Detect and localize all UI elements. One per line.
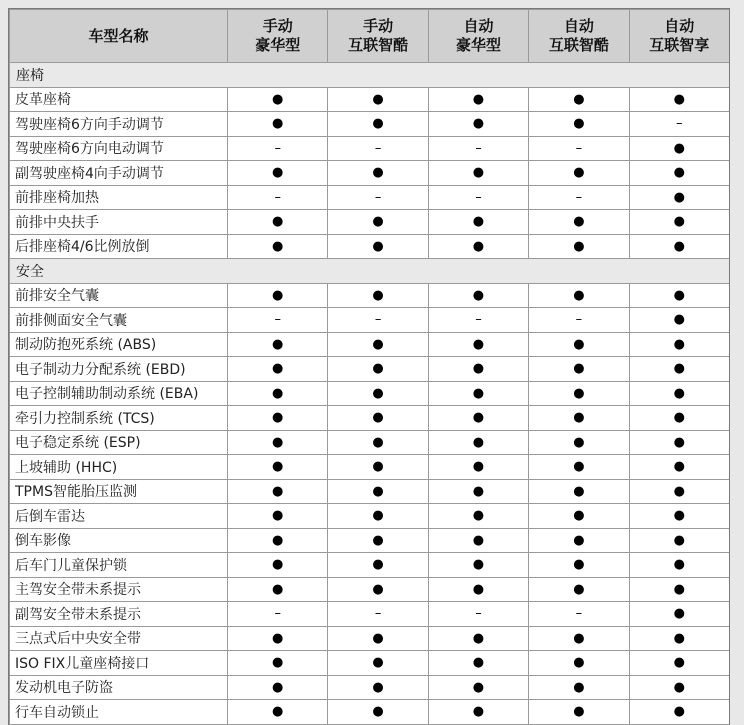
not-available-dash-icon: – — [328, 185, 428, 210]
table-row — [10, 479, 730, 504]
trim-header-auto-luxury: 自动 豪华型 — [428, 10, 528, 63]
standard-dot-icon: ● — [428, 479, 528, 504]
standard-dot-icon: ● — [629, 553, 729, 578]
standard-dot-icon: ● — [228, 430, 328, 455]
standard-dot-icon: ● — [529, 626, 629, 651]
feature-name: 电子制动力分配系统 (EBD) — [10, 357, 228, 382]
standard-dot-icon: ● — [428, 332, 528, 357]
table-row — [10, 602, 730, 627]
table-row — [10, 87, 730, 112]
standard-dot-icon: ● — [629, 675, 729, 700]
standard-dot-icon: ● — [629, 455, 729, 480]
standard-dot-icon: ● — [529, 332, 629, 357]
standard-dot-icon: ● — [529, 455, 629, 480]
standard-dot-icon: ● — [328, 430, 428, 455]
standard-dot-icon: ● — [428, 651, 528, 676]
feature-name: 前排座椅加热 — [10, 185, 228, 210]
standard-dot-icon: ● — [228, 283, 328, 308]
standard-dot-icon: ● — [328, 234, 428, 259]
table-row — [10, 504, 730, 529]
standard-dot-icon: ● — [328, 528, 428, 553]
standard-dot-icon: ● — [228, 700, 328, 725]
standard-dot-icon: ● — [428, 430, 528, 455]
standard-dot-icon: ● — [529, 577, 629, 602]
trim-header-manual-connected-cool: 手动 互联智酷 — [328, 10, 428, 63]
not-available-dash-icon: – — [228, 136, 328, 161]
standard-dot-icon: ● — [428, 406, 528, 431]
feature-name: 上坡辅助 (HHC) — [10, 455, 228, 480]
standard-dot-icon: ● — [428, 675, 528, 700]
standard-dot-icon: ● — [428, 455, 528, 480]
standard-dot-icon: ● — [328, 651, 428, 676]
standard-dot-icon: ● — [228, 234, 328, 259]
feature-name: 驾驶座椅6方向电动调节 — [10, 136, 228, 161]
standard-dot-icon: ● — [428, 210, 528, 235]
standard-dot-icon: ● — [328, 577, 428, 602]
table-row — [10, 357, 730, 382]
table-row — [10, 675, 730, 700]
table-row — [10, 161, 730, 186]
standard-dot-icon: ● — [328, 381, 428, 406]
not-available-dash-icon: – — [328, 602, 428, 627]
standard-dot-icon: ● — [529, 479, 629, 504]
not-available-dash-icon: – — [228, 308, 328, 333]
not-available-dash-icon: – — [529, 308, 629, 333]
table-row — [10, 136, 730, 161]
standard-dot-icon: ● — [228, 455, 328, 480]
feature-name: 电子控制辅助制动系统 (EBA) — [10, 381, 228, 406]
standard-dot-icon: ● — [428, 283, 528, 308]
standard-dot-icon: ● — [328, 504, 428, 529]
table-row — [10, 528, 730, 553]
standard-dot-icon: ● — [529, 406, 629, 431]
feature-name: 副驾驶座椅4向手动调节 — [10, 161, 228, 186]
standard-dot-icon: ● — [228, 577, 328, 602]
feature-name: 皮革座椅 — [10, 87, 228, 112]
not-available-dash-icon: – — [428, 136, 528, 161]
table-row — [10, 308, 730, 333]
standard-dot-icon: ● — [328, 455, 428, 480]
standard-dot-icon: ● — [529, 381, 629, 406]
standard-dot-icon: ● — [629, 185, 729, 210]
standard-dot-icon: ● — [428, 112, 528, 137]
table-row — [10, 577, 730, 602]
spec-sheet — [8, 8, 730, 725]
standard-dot-icon: ● — [529, 87, 629, 112]
standard-dot-icon: ● — [328, 283, 428, 308]
standard-dot-icon: ● — [529, 651, 629, 676]
standard-dot-icon: ● — [629, 332, 729, 357]
standard-dot-icon: ● — [328, 406, 428, 431]
feature-name: 发动机电子防盗 — [10, 675, 228, 700]
feature-name: 后车门儿童保护锁 — [10, 553, 228, 578]
standard-dot-icon: ● — [228, 626, 328, 651]
feature-name: 电子稳定系统 (ESP) — [10, 430, 228, 455]
feature-name: 牵引力控制系统 (TCS) — [10, 406, 228, 431]
standard-dot-icon: ● — [629, 210, 729, 235]
standard-dot-icon: ● — [629, 308, 729, 333]
feature-name: 驾驶座椅6方向手动调节 — [10, 112, 228, 137]
not-available-dash-icon: – — [428, 602, 528, 627]
not-available-dash-icon: – — [428, 308, 528, 333]
standard-dot-icon: ● — [629, 430, 729, 455]
standard-dot-icon: ● — [428, 357, 528, 382]
standard-dot-icon: ● — [428, 626, 528, 651]
standard-dot-icon: ● — [529, 234, 629, 259]
table-row — [10, 210, 730, 235]
feature-name: 主驾安全带未系提示 — [10, 577, 228, 602]
trim-header-auto-connected-enjoy: 自动 互联智享 — [629, 10, 729, 63]
feature-name: ISO FIX儿童座椅接口 — [10, 651, 228, 676]
feature-name: 后排座椅4/6比例放倒 — [10, 234, 228, 259]
standard-dot-icon: ● — [629, 406, 729, 431]
standard-dot-icon: ● — [228, 528, 328, 553]
standard-dot-icon: ● — [629, 651, 729, 676]
table-row — [10, 112, 730, 137]
feature-name: TPMS智能胎压监测 — [10, 479, 228, 504]
not-available-dash-icon: – — [529, 602, 629, 627]
trim-header-manual-luxury: 手动 豪华型 — [228, 10, 328, 63]
section-title: 安全 — [10, 259, 730, 284]
standard-dot-icon: ● — [629, 700, 729, 725]
standard-dot-icon: ● — [629, 504, 729, 529]
standard-dot-icon: ● — [328, 479, 428, 504]
table-row — [10, 332, 730, 357]
standard-dot-icon: ● — [629, 87, 729, 112]
table-row — [10, 234, 730, 259]
table-row — [10, 626, 730, 651]
standard-dot-icon: ● — [328, 626, 428, 651]
standard-dot-icon: ● — [428, 528, 528, 553]
standard-dot-icon: ● — [428, 87, 528, 112]
not-available-dash-icon: – — [228, 602, 328, 627]
standard-dot-icon: ● — [228, 161, 328, 186]
standard-dot-icon: ● — [629, 602, 729, 627]
table-row — [10, 700, 730, 725]
standard-dot-icon: ● — [228, 553, 328, 578]
standard-dot-icon: ● — [228, 87, 328, 112]
standard-dot-icon: ● — [228, 406, 328, 431]
standard-dot-icon: ● — [328, 87, 428, 112]
table-row — [10, 553, 730, 578]
standard-dot-icon: ● — [328, 700, 428, 725]
standard-dot-icon: ● — [529, 430, 629, 455]
standard-dot-icon: ● — [428, 381, 528, 406]
standard-dot-icon: ● — [328, 553, 428, 578]
table-row — [10, 430, 730, 455]
standard-dot-icon: ● — [629, 161, 729, 186]
feature-name: 倒车影像 — [10, 528, 228, 553]
standard-dot-icon: ● — [629, 479, 729, 504]
not-available-dash-icon: – — [328, 308, 428, 333]
standard-dot-icon: ● — [629, 357, 729, 382]
standard-dot-icon: ● — [428, 553, 528, 578]
section-title: 座椅 — [10, 63, 730, 88]
table-row — [10, 406, 730, 431]
standard-dot-icon: ● — [328, 675, 428, 700]
standard-dot-icon: ● — [228, 357, 328, 382]
not-available-dash-icon: – — [228, 185, 328, 210]
standard-dot-icon: ● — [328, 357, 428, 382]
standard-dot-icon: ● — [228, 210, 328, 235]
standard-dot-icon: ● — [529, 504, 629, 529]
not-available-dash-icon: – — [629, 112, 729, 137]
feature-name: 三点式后中央安全带 — [10, 626, 228, 651]
trim-header-auto-connected-cool: 自动 互联智酷 — [529, 10, 629, 63]
table-row — [10, 283, 730, 308]
standard-dot-icon: ● — [629, 626, 729, 651]
standard-dot-icon: ● — [529, 161, 629, 186]
not-available-dash-icon: – — [328, 136, 428, 161]
standard-dot-icon: ● — [529, 357, 629, 382]
table-row — [10, 381, 730, 406]
standard-dot-icon: ● — [328, 161, 428, 186]
standard-dot-icon: ● — [629, 136, 729, 161]
feature-name: 制动防抱死系统 (ABS) — [10, 332, 228, 357]
table-row — [10, 185, 730, 210]
standard-dot-icon: ● — [228, 651, 328, 676]
standard-dot-icon: ● — [428, 161, 528, 186]
standard-dot-icon: ● — [529, 112, 629, 137]
feature-name: 前排中央扶手 — [10, 210, 228, 235]
standard-dot-icon: ● — [629, 577, 729, 602]
standard-dot-icon: ● — [529, 553, 629, 578]
standard-dot-icon: ● — [228, 479, 328, 504]
feature-name: 后倒车雷达 — [10, 504, 228, 529]
feature-name: 前排侧面安全气囊 — [10, 308, 228, 333]
standard-dot-icon: ● — [428, 504, 528, 529]
feature-name: 行车自动锁止 — [10, 700, 228, 725]
standard-dot-icon: ● — [629, 528, 729, 553]
standard-dot-icon: ● — [428, 577, 528, 602]
not-available-dash-icon: – — [428, 185, 528, 210]
standard-dot-icon: ● — [328, 332, 428, 357]
feature-name: 副驾安全带未系提示 — [10, 602, 228, 627]
table-row — [10, 455, 730, 480]
header-row — [10, 10, 730, 63]
standard-dot-icon: ● — [328, 210, 428, 235]
standard-dot-icon: ● — [529, 528, 629, 553]
standard-dot-icon: ● — [629, 283, 729, 308]
standard-dot-icon: ● — [529, 210, 629, 235]
standard-dot-icon: ● — [629, 381, 729, 406]
standard-dot-icon: ● — [529, 700, 629, 725]
spec-table — [9, 9, 730, 725]
standard-dot-icon: ● — [328, 112, 428, 137]
standard-dot-icon: ● — [228, 112, 328, 137]
standard-dot-icon: ● — [228, 504, 328, 529]
standard-dot-icon: ● — [629, 234, 729, 259]
model-name-header: 车型名称 — [10, 10, 228, 63]
section-row — [10, 259, 730, 284]
not-available-dash-icon: – — [529, 185, 629, 210]
standard-dot-icon: ● — [529, 675, 629, 700]
standard-dot-icon: ● — [428, 234, 528, 259]
not-available-dash-icon: – — [529, 136, 629, 161]
table-row — [10, 651, 730, 676]
standard-dot-icon: ● — [228, 381, 328, 406]
standard-dot-icon: ● — [228, 675, 328, 700]
section-row — [10, 63, 730, 88]
standard-dot-icon: ● — [529, 283, 629, 308]
feature-name: 前排安全气囊 — [10, 283, 228, 308]
standard-dot-icon: ● — [428, 700, 528, 725]
standard-dot-icon: ● — [228, 332, 328, 357]
